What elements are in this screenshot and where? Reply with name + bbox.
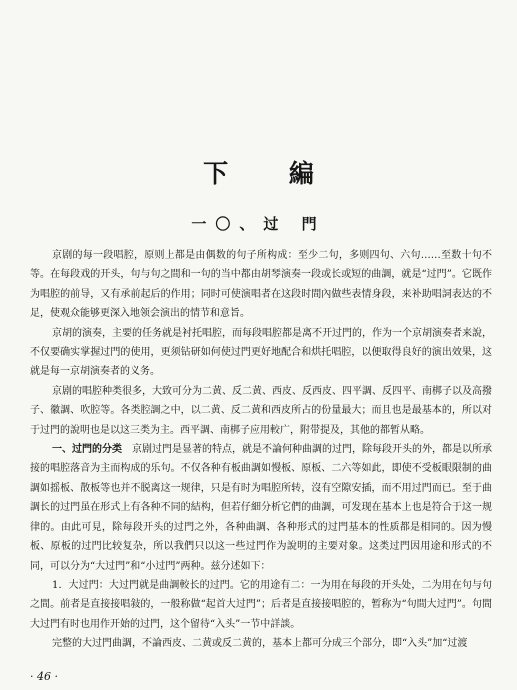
page-number: · 46 · <box>30 670 58 683</box>
body-text <box>30 246 492 654</box>
paragraph-4-text: 京剧过門是显著的特点，就是不論何种曲調的过門，除每段开头的外，都是以所承接的唱腔落音为主而构成的乐句。不仅各种有板曲調如慢板、原板、二六等如此，即使不受板眼限制的曲調如摇板、散板等也并不脱离这一规律，只是有时为唱腔所转，沒有空隙安插，而不用过門而已。至于曲調长的过門虽在形式上有各种不同的結构，但若仔細分析它們的曲調，可发现在基本上也是符合于这一规律的。由此可見，除每段开头的过門之外，各种曲調、各种形式的过門基本的性质都是相同的。因为慢板、原板的过門比较复杂，所以我們只以这一些过門作为說明的主要对象。这类过門因用途和形式的不同，可以分为“大过門”和“小过門”两种。兹分述如下： <box>30 444 492 572</box>
paragraph-6 <box>30 634 492 653</box>
paragraph-5-text: 1．大过門：大过門就是曲調較长的过門。它的用途有二：一为用在每段的开头处，二为用在句与句之間。前者是直接接唱敍的，一般称做“起首大过門”；后者是直接接唱腔的，暂称为“句間大过門”。句間大过門有时也用作开始的过門，这个留待“入头”一节中詳談。 <box>30 579 492 630</box>
paragraph-5 <box>30 576 492 634</box>
paragraph-2-text: 京胡的演奏，主要的任务就是衬托唱腔，而每段唱腔都是离不开过門的，作为一个京胡演奏者来說，不仅要确实掌握过門的使用，更须钻研如何使过門更好地配合和烘托唱腔，以便取得良好的演出效果，这就是每一京胡演奏者的义务。 <box>30 327 492 378</box>
paragraph-6-text: 完整的大过門曲調，不論西皮、二黄或反二黄的，基本上都可分成三个部分，即“入头”加“过渡 <box>52 638 468 650</box>
paragraph-4-lead: 一、过門的分类 <box>52 444 122 456</box>
paragraph-4 <box>30 440 492 576</box>
section-title: 下 編 <box>203 159 340 188</box>
paragraph-1-text: 京剧的每一段唱腔，原则上都是由偶数的句子所构成：至少二句，多则四句、六句……至数十句不等。在每段戏的开头，句与句之間和一句的当中都由胡琴演奏一段或长或短的曲調，就是“过門”。它既作为唱腔的前导，又有承前起后的作用；同时可使演唱者在这段时間內做些表情身段，来补助唱詞表达的不足，使观众能够更深入地领会演出的情节和意旨。 <box>30 250 492 320</box>
paragraph-1 <box>30 246 492 324</box>
paragraph-3-text: 京剧的唱腔种类很多，大致可分为二黄、反二黄、西皮、反西皮、四平調、反四平、南梆子以及高撥子、徽調、吹腔等。各类腔調之中，以二黄、反二黄和西皮所占的份量最大；而且也是最基本的，所以对于过門的說明也是以这三类为主。西平調、南梆子应用較广，附带提及，其他的都暂从略。 <box>30 385 492 436</box>
paragraph-3 <box>30 382 492 440</box>
chapter-title: 一〇、过 門 <box>191 215 326 233</box>
paragraph-2 <box>30 324 492 382</box>
